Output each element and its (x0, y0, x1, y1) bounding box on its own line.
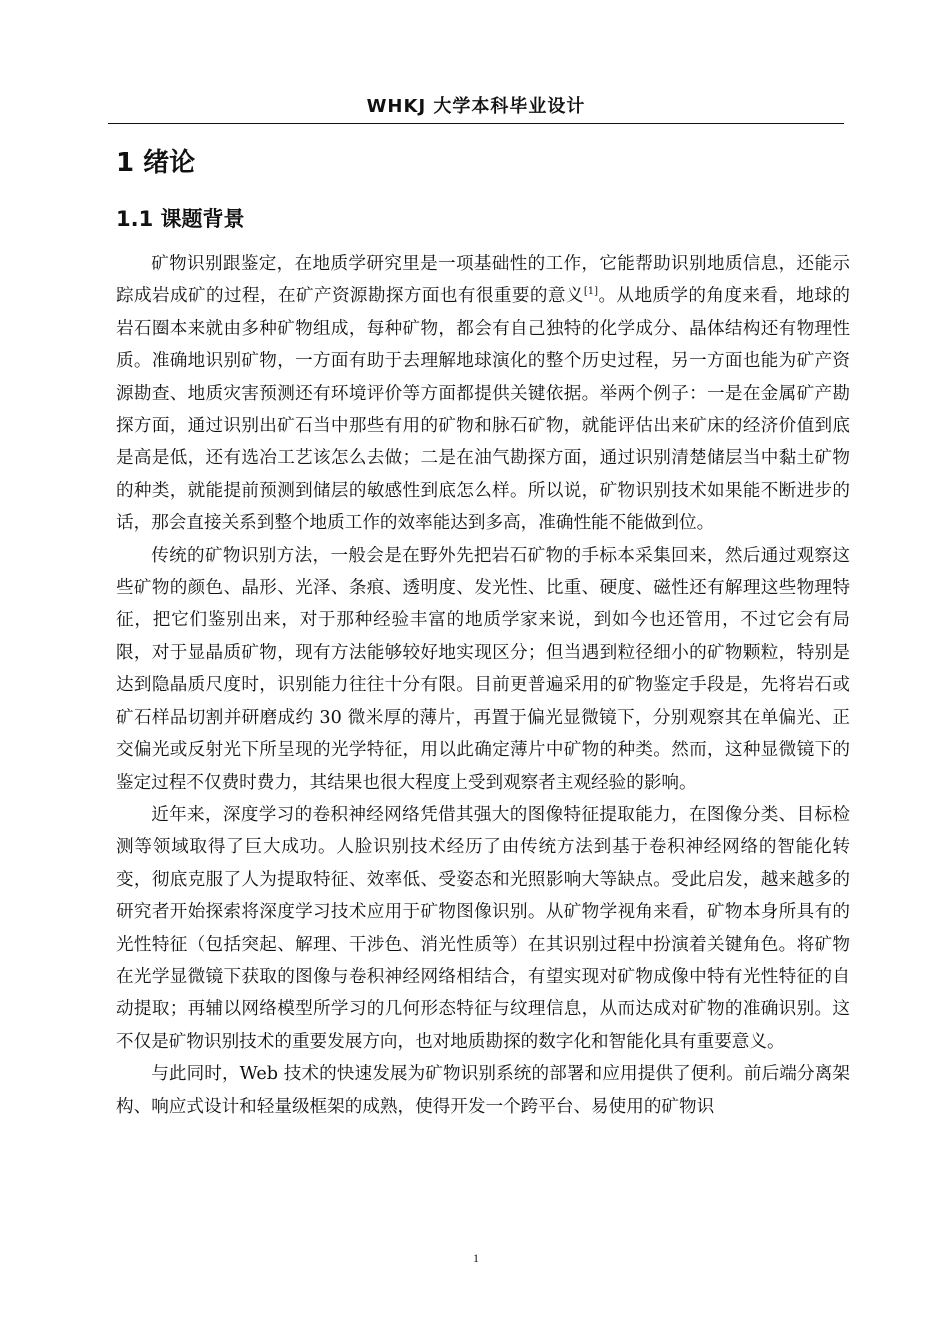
running-header: WHKJ 大学本科毕业设计 (366, 96, 586, 117)
chapter-title: 1 绪论 (116, 148, 196, 178)
paragraph-1-text-b: 。从地质学的角度来看，地球的岩石圈本来就由多种矿物组成，每种矿物，都会有自己独特的化学成分、晶体结构还有物理性质。准确地识别矿物，一方面有助于去理解地球演化的整个历史过程，另一方面也能为矿产资源勘查、地质灾害预测还有环境评价等方面都提供关键依据。举两个例子：一是在金属矿产勘探方面，通过识别出矿石当中那些有用的矿物和脉石矿物，就能评估出来矿床的经济价值到底是高是低，还有选冶工艺该怎么去做；二是在油气勘探方面，通过识别清楚储层当中黏土矿物的种类，就能提前预测到储层的敏感性到底怎么样。所以说，矿物识别技术如果能不断进步的话，那会直接关系到整个地质工作的效率能达到多高，准确性能不能做到位。 (116, 286, 850, 534)
page-number: 1 (473, 1251, 479, 1265)
paragraph-1 (116, 248, 850, 540)
paragraph-1-text-a: 矿物识别跟鉴定，在地质学研究里是一项基础性的工作，它能帮助识别地质信息，还能示踪成岩成矿的过程，在矿产资源勘探方面也有很重要的意义 (116, 254, 850, 307)
header-rule (108, 123, 844, 124)
paragraph-3: 近年来，深度学习的卷积神经网络凭借其强大的图像特征提取能力，在图像分类、目标检测等领域取得了巨大成功。人脸识别技术经历了由传统方法到基于卷积神经网络的智能化转变，彻底克服了人为提取特征、效率低、受姿态和光照影响大等缺点。受此启发，越来越多的研究者开始探索将深度学习技术应用于矿物图像识别。从矿物学视角来看，矿物本身所具有的光性特征（包括突起、解理、干涉色、消光性质等）在其识别过程中扮演着关键角色。将矿物在光学显微镜下获取的图像与卷积神经网络相结合，有望实现对矿物成像中特有光性特征的自动提取；再辅以网络模型所学习的几何形态特征与纹理信息，从而达成对矿物的准确识别。这不仅是矿物识别技术的重要发展方向，也对地质勘探的数字化和智能化具有重要意义。 (116, 804, 850, 1052)
body-text (116, 248, 850, 1123)
paragraph-4: 与此同时，Web 技术的快速发展为矿物识别系统的部署和应用提供了便利。前后端分离架构、响应式设计和轻量级框架的成熟，使得开发一个跨平台、易使用的矿物识 (116, 1064, 850, 1117)
paragraph-2: 传统的矿物识别方法，一般会是在野外先把岩石矿物的手标本采集回来，然后通过观察这些矿物的颜色、晶形、光泽、条痕、透明度、发光性、比重、硬度、磁性还有解理这些物理特征，把它们鉴别出来，对于那种经验丰富的地质学家来说，到如今也还管用，不过它会有局限，对于显晶质矿物，现有方法能够较好地实现区分；但当遇到粒径细小的矿物颗粒，特别是达到隐晶质尺度时，识别能力往往十分有限。目前更普遍采用的矿物鉴定手段是，先将岩石或矿石样品切割并研磨成约 30 微米厚的薄片，再置于偏光显微镜下，分别观察其在单偏光、正交偏光或反射光下所呈现的光学特征，用以此确定薄片中矿物的种类。然而，这种显微镜下的鉴定过程不仅费时费力，其结果也很大程度上受到观察者主观经验的影响。 (116, 545, 850, 793)
citation-ref: [1] (583, 286, 599, 298)
section-title: 1.1 课题背景 (116, 207, 245, 231)
